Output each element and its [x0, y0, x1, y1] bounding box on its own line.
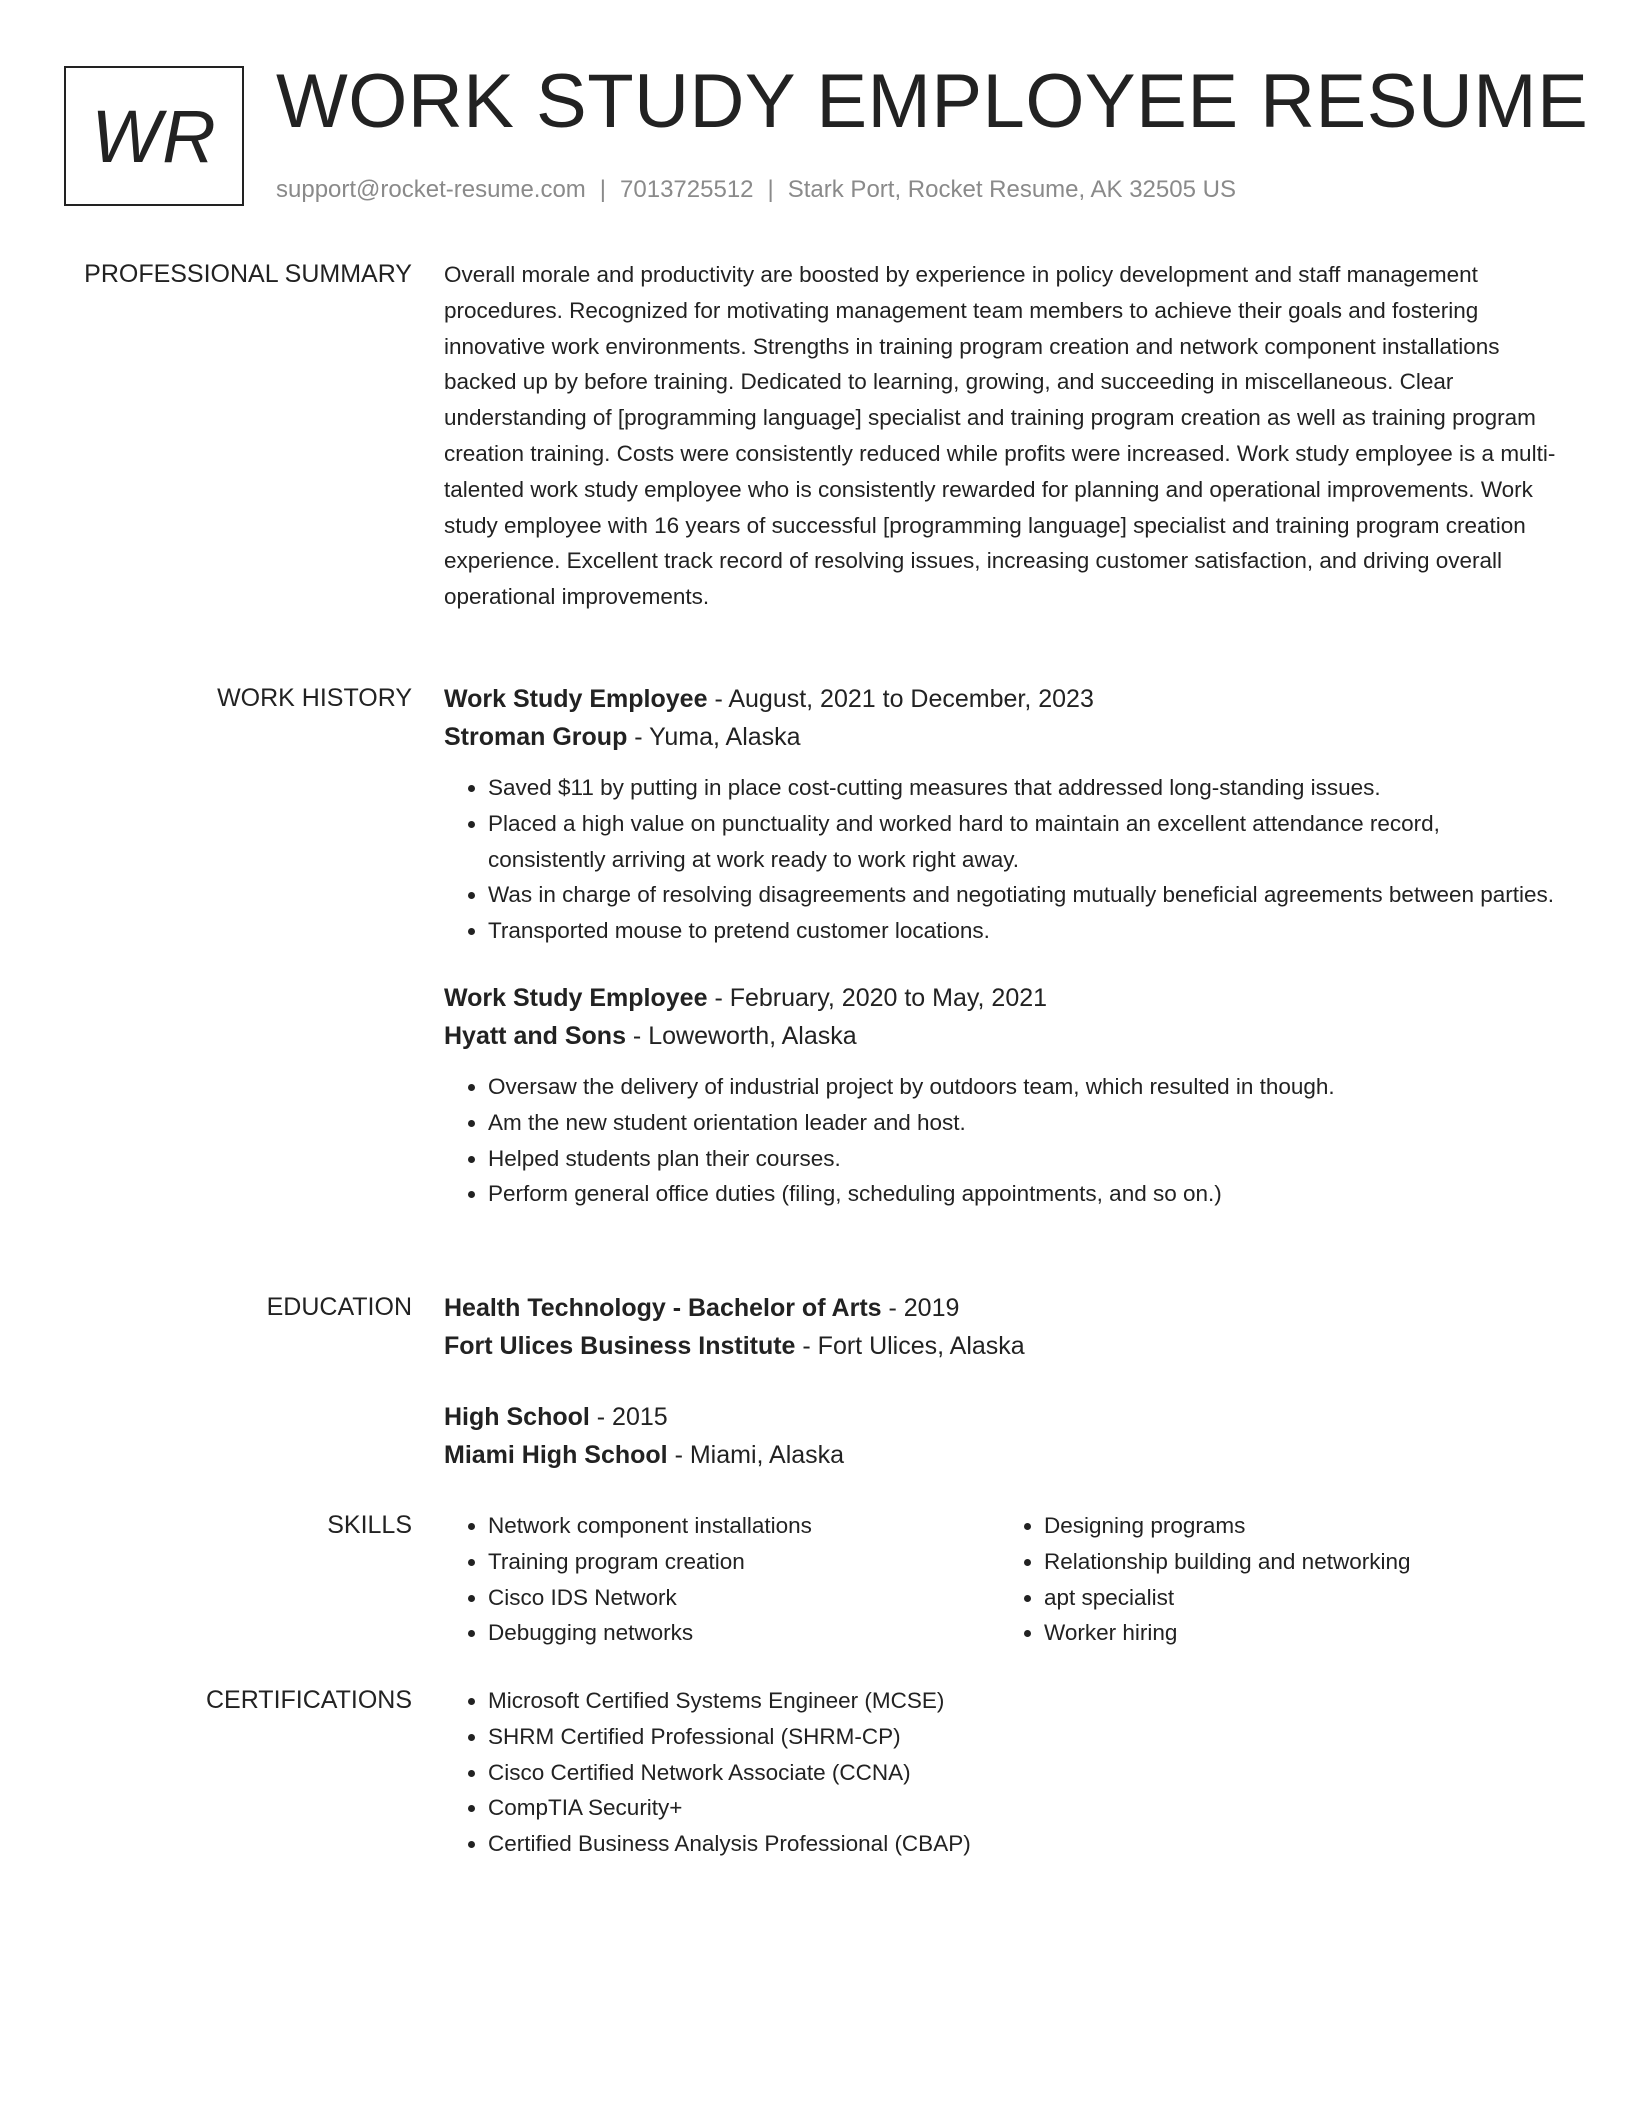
education-degree-line: [444, 1289, 1556, 1327]
summary-heading: PROFESSIONAL SUMMARY: [84, 260, 412, 288]
skills-grid: [444, 1508, 1556, 1651]
education-year: - 2015: [589, 1403, 668, 1431]
job-entry: [444, 680, 1556, 949]
list-item: • Cisco Certified Network Associate (CCNA): [488, 1755, 1556, 1791]
job-duties-list: [444, 770, 1556, 949]
resume-title: WORK STUDY EMPLOYEE RESUME: [276, 59, 1589, 144]
job-company: Hyatt and Sons: [444, 1021, 626, 1050]
education-school: Fort Ulices Business Institute: [444, 1332, 796, 1360]
skills-list-left: [444, 1508, 1000, 1651]
education-degree: High School: [444, 1403, 590, 1431]
contact-separator: |: [599, 176, 607, 203]
education-school: Miami High School: [444, 1441, 668, 1469]
education-year: - 2019: [881, 1294, 960, 1322]
job-entry: [444, 979, 1556, 1212]
job-dates: - February, 2020 to May, 2021: [707, 983, 1048, 1012]
job-company-line: [444, 718, 1556, 756]
list-item: • Training program creation: [488, 1544, 1000, 1580]
skills-heading: SKILLS: [327, 1511, 412, 1539]
list-item: • apt specialist: [1044, 1580, 1556, 1616]
job-dates: - August, 2021 to December, 2023: [707, 685, 1094, 713]
list-item: • Certified Business Analysis Professional (CBAP): [488, 1826, 1556, 1862]
list-item: • Worker hiring: [1044, 1615, 1556, 1651]
list-item: • Helped students plan their courses.: [488, 1141, 1556, 1177]
list-item: • Relationship building and networking: [1044, 1544, 1556, 1580]
contact-address: Stark Port, Rocket Resume, AK 32505 US: [787, 176, 1236, 203]
job-location: - Yuma, Alaska: [627, 723, 801, 751]
job-location: - Loweworth, Alaska: [625, 1021, 857, 1050]
job-company-line: [444, 1017, 1556, 1055]
job-title-line: [444, 979, 1556, 1017]
list-item: • Was in charge of resolving disagreements and negotiating mutually beneficial agreements between parties.: [488, 877, 1556, 913]
contact-line: [276, 174, 1236, 206]
job-company: Stroman Group: [444, 723, 628, 751]
education-school-line: [444, 1436, 1556, 1474]
contact-email: support@rocket-resume.com: [276, 176, 586, 203]
education-entry: [444, 1398, 1556, 1474]
education-degree-line: [444, 1398, 1556, 1436]
work-history-heading: WORK HISTORY: [217, 684, 412, 712]
list-item: • SHRM Certified Professional (SHRM-CP): [488, 1719, 1556, 1755]
job-title-line: [444, 680, 1556, 718]
contact-phone: 7013725512: [620, 176, 754, 203]
initials-text: WR: [91, 94, 217, 178]
list-item: • Debugging networks: [488, 1615, 1000, 1651]
skills-list-right: [1000, 1508, 1556, 1651]
list-item: • Placed a high value on punctuality and worked hard to maintain an excellent attendance record, consistently arriving at work ready to work right away.: [488, 806, 1556, 878]
education-degree: Health Technology - Bachelor of Arts: [444, 1294, 882, 1322]
contact-separator: |: [767, 176, 774, 203]
list-item: • Oversaw the delivery of industrial project by outdoors team, which resulted in though.: [488, 1069, 1556, 1105]
list-item: • CompTIA Security+: [488, 1790, 1556, 1826]
list-item: • Saved $11 by putting in place cost-cutting measures that addressed long-standing issues.: [488, 770, 1556, 806]
education-location: - Fort Ulices, Alaska: [795, 1332, 1025, 1360]
education-heading: EDUCATION: [266, 1293, 412, 1321]
education-entry: [444, 1289, 1556, 1365]
list-item: • Microsoft Certified Systems Engineer (MCSE): [488, 1683, 1556, 1719]
job-role: Work Study Employee: [444, 685, 708, 713]
certifications-list: [444, 1683, 1556, 1862]
list-item: • Network component installations: [488, 1508, 1000, 1544]
education-school-line: [444, 1327, 1556, 1365]
certifications-heading: CERTIFICATIONS: [205, 1686, 412, 1714]
job-duties-list: [444, 1069, 1556, 1212]
list-item: • Perform general office duties (filing, scheduling appointments, and so on.): [488, 1176, 1556, 1212]
list-item: • Am the new student orientation leader and host.: [488, 1105, 1556, 1141]
list-item: • Designing programs: [1044, 1508, 1556, 1544]
list-item: • Cisco IDS Network: [488, 1580, 1000, 1616]
job-role: Work Study Employee: [444, 983, 708, 1012]
initials-monogram: [64, 66, 244, 206]
summary-text: Overall morale and productivity are boosted by experience in policy development and staff management procedures. Recognized for motivating management team members to achieve their goals and fostering innovative work environments. Strengths in training program creation and network component installations backed up by before training. Dedicated to learning, growing, and succeeding in miscellaneous. Clear understanding of [programming language] specialist and training program creation as well as training program creation training. Costs were consistently reduced while profits were increased. Work study employee is a multi-talented work study employee who is consistently rewarded for planning and operational improvements. Work study employee with 16 years of successful [programming language] specialist and training program creation experience. Excellent track record of resolving issues, increasing customer satisfaction, and driving overall operational improvements.: [444, 262, 1556, 610]
list-item: • Transported mouse to pretend customer locations.: [488, 913, 1556, 949]
education-location: - Miami, Alaska: [667, 1441, 845, 1469]
